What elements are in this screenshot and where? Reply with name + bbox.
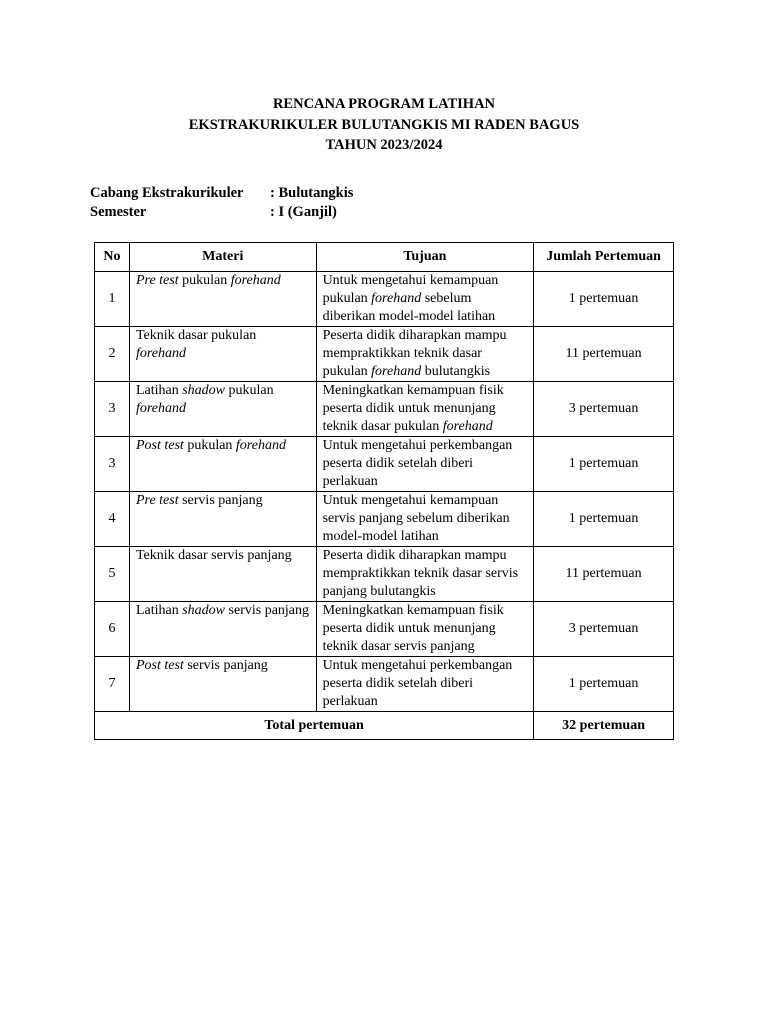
cell-tujuan-text: sebelum diberikan model-model latihan xyxy=(322,291,496,324)
total-label: Total pertemuan xyxy=(95,712,534,740)
cell-materi-text: Latihan xyxy=(135,603,183,618)
cell-materi-text: pukulan xyxy=(178,273,231,288)
cell-materi xyxy=(129,602,316,657)
cell-tujuan-text: Untuk mengetahui kemampuan servis panjang sebelum diberikan model-model latihan xyxy=(322,493,510,544)
cell-tujuan-text: forehand xyxy=(442,419,493,434)
title-line-1: RENCANA PROGRAM LATIHAN xyxy=(272,96,496,112)
cell-materi xyxy=(129,272,316,327)
header-jumlah: Jumlah Pertemuan xyxy=(534,243,674,272)
cell-tujuan-text: forehand xyxy=(371,364,422,379)
cell-no: 6 xyxy=(95,602,130,657)
title-line-3: TAHUN 2023/2024 xyxy=(325,137,443,153)
document-title xyxy=(0,94,768,156)
cell-materi-text: Post test xyxy=(135,438,184,453)
cell-materi-text: forehand xyxy=(135,401,187,416)
cell-materi-text: Latihan xyxy=(135,383,183,398)
cell-tujuan-text: Meningkatkan kemampuan fisik peserta didik untuk menunjang teknik dasar servis panjang xyxy=(322,603,504,654)
cell-materi xyxy=(129,492,316,547)
cell-materi xyxy=(129,547,316,602)
header-materi: Materi xyxy=(129,243,316,272)
cell-materi-text: Pre test xyxy=(135,493,179,508)
cell-no: 3 xyxy=(95,437,130,492)
table-row xyxy=(95,327,674,382)
cell-tujuan xyxy=(316,657,534,712)
info-label-cabang: Cabang Ekstrakurikuler xyxy=(90,185,244,201)
info-row-cabang xyxy=(90,184,353,203)
cell-tujuan-text: forehand xyxy=(371,291,422,306)
cell-no: 7 xyxy=(95,657,130,712)
table-row xyxy=(95,492,674,547)
cell-no: 5 xyxy=(95,547,130,602)
table-header-row xyxy=(95,243,674,272)
cell-tujuan xyxy=(316,547,534,602)
cell-tujuan-text: Meningkatkan kemampuan fisik peserta didik untuk menunjang teknik dasar pukulan xyxy=(322,383,504,434)
cell-tujuan xyxy=(316,382,534,437)
table-row xyxy=(95,272,674,327)
total-value: 32 pertemuan xyxy=(534,712,674,740)
cell-jumlah: 11 pertemuan xyxy=(534,327,674,382)
cell-materi-text: forehand xyxy=(235,438,286,453)
cell-no: 2 xyxy=(95,327,130,382)
cell-tujuan xyxy=(316,437,534,492)
title-line-2: EKSTRAKURIKULER BULUTANGKIS MI RADEN BAGUS xyxy=(188,116,580,133)
header-no: No xyxy=(95,243,130,272)
cell-materi-text: pukulan xyxy=(183,438,236,453)
cell-jumlah: 11 pertemuan xyxy=(534,547,674,602)
cell-jumlah: 1 pertemuan xyxy=(534,272,674,327)
cell-materi-text: servis panjang xyxy=(183,658,268,673)
cell-no: 3 xyxy=(95,382,130,437)
cell-jumlah: 1 pertemuan xyxy=(534,437,674,492)
table-row xyxy=(95,382,674,437)
program-table xyxy=(94,242,674,740)
cell-tujuan xyxy=(316,492,534,547)
cell-materi xyxy=(129,657,316,712)
table-row xyxy=(95,657,674,712)
cell-tujuan xyxy=(316,327,534,382)
cell-materi-text: forehand xyxy=(230,273,281,288)
info-row-semester xyxy=(90,203,353,222)
cell-jumlah: 1 pertemuan xyxy=(534,657,674,712)
header-tujuan: Tujuan xyxy=(316,243,534,272)
cell-jumlah: 3 pertemuan xyxy=(534,602,674,657)
info-label-semester: Semester xyxy=(90,204,147,220)
info-value-cabang: : Bulutangkis xyxy=(270,185,354,201)
cell-materi xyxy=(129,327,316,382)
info-value-semester: : I (Ganjil) xyxy=(270,204,337,220)
cell-tujuan-text: Untuk mengetahui perkembangan peserta didik setelah diberi perlakuan xyxy=(322,658,513,709)
cell-tujuan-text: Peserta didik diharapkan mampu mempraktikkan teknik dasar pukulan xyxy=(322,328,507,379)
cell-materi xyxy=(129,437,316,492)
cell-no: 4 xyxy=(95,492,130,547)
cell-jumlah: 3 pertemuan xyxy=(534,382,674,437)
cell-tujuan-text: Untuk mengetahui perkembangan peserta didik setelah diberi perlakuan xyxy=(322,438,513,489)
cell-materi-text: Teknik dasar servis panjang xyxy=(135,548,292,563)
cell-materi-text: servis panjang xyxy=(225,603,310,618)
cell-tujuan xyxy=(316,272,534,327)
total-row xyxy=(95,712,674,740)
info-block xyxy=(90,184,353,222)
cell-materi-text: shadow xyxy=(182,603,226,618)
table-row xyxy=(95,437,674,492)
cell-tujuan xyxy=(316,602,534,657)
cell-materi-text: pukulan xyxy=(225,383,274,398)
cell-materi-text: Post test xyxy=(135,658,184,673)
table-body xyxy=(95,272,674,712)
cell-materi xyxy=(129,382,316,437)
cell-jumlah: 1 pertemuan xyxy=(534,492,674,547)
cell-no: 1 xyxy=(95,272,130,327)
cell-tujuan-text: Untuk mengetahui kemampuan pukulan xyxy=(322,273,499,306)
cell-tujuan-text: Peserta didik diharapkan mampu mempraktikkan teknik dasar servis panjang bulutangkis xyxy=(322,548,519,599)
table-row xyxy=(95,547,674,602)
cell-materi-text: servis panjang xyxy=(178,493,263,508)
cell-materi-text: Pre test xyxy=(135,273,179,288)
table-row xyxy=(95,602,674,657)
cell-tujuan-text: bulutangkis xyxy=(421,364,491,379)
cell-materi-text: shadow xyxy=(182,383,226,398)
cell-materi-text: forehand xyxy=(135,346,187,361)
cell-materi-text: Teknik dasar pukulan xyxy=(135,328,257,343)
